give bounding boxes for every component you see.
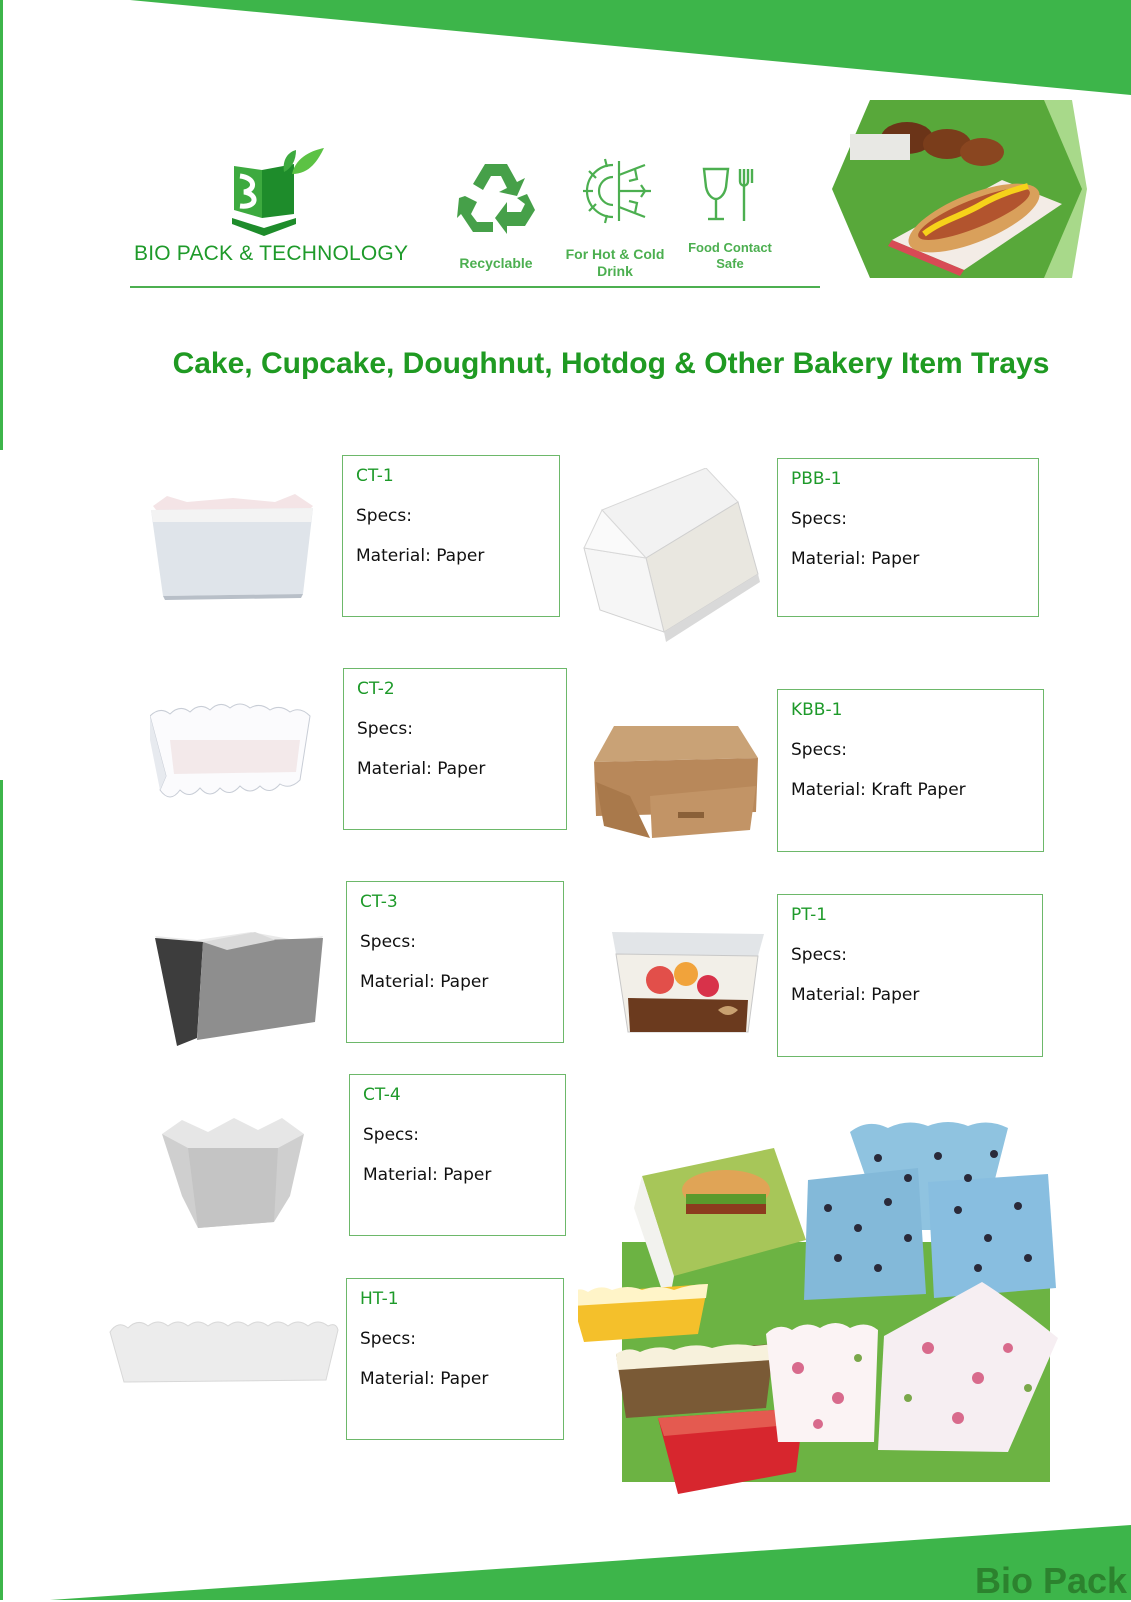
kbb-1-box-image xyxy=(590,726,760,838)
product-card-kbb-1 xyxy=(777,689,1044,852)
product-specs: Specs: xyxy=(356,506,412,526)
product-specs: Specs: xyxy=(360,932,416,952)
product-code: PBB-1 xyxy=(791,469,842,489)
ht-1-tray-image xyxy=(108,1318,340,1384)
page-title: Cake, Cupcake, Doughnut, Hotdog & Other Bakery Item Trays xyxy=(172,347,1050,380)
sun-snowflake-icon xyxy=(575,155,655,227)
left-edge-rule xyxy=(0,780,3,1600)
product-card-pbb-1 xyxy=(777,458,1039,617)
product-specs: Specs: xyxy=(363,1125,419,1145)
pt-1-container-image xyxy=(608,928,768,1040)
bakery-trays-collage-photo xyxy=(578,1118,1083,1528)
product-code: PT-1 xyxy=(791,905,828,925)
bottom-green-banner xyxy=(0,1525,1131,1600)
product-material: Material: Paper xyxy=(791,985,920,1005)
glass-fork-icon xyxy=(700,165,760,225)
product-card-ct-4 xyxy=(349,1074,566,1236)
product-material: Material: Paper xyxy=(363,1165,492,1185)
product-specs: Specs: xyxy=(791,509,847,529)
badge-food-safe-line2: Safe xyxy=(716,256,744,271)
badge-hot-cold-line1: For Hot & Cold xyxy=(565,246,665,262)
product-card-pt-1 xyxy=(777,894,1043,1057)
header-divider xyxy=(130,286,820,288)
badge-hot-cold-label xyxy=(555,246,675,280)
product-specs: Specs: xyxy=(360,1329,416,1349)
product-code: HT-1 xyxy=(360,1289,399,1309)
pbb-1-box-image xyxy=(582,468,764,644)
badge-hot-cold-line2: Drink xyxy=(597,263,633,279)
recycle-icon xyxy=(455,160,537,235)
bio-pack-logo-icon xyxy=(226,148,326,236)
hotdog-tray-photo xyxy=(832,100,1087,278)
product-code: KBB-1 xyxy=(791,700,843,720)
badge-food-safe-line1: Food Contact xyxy=(688,240,772,255)
footer-brand: Bio Pack xyxy=(975,1560,1128,1601)
product-card-ct-2 xyxy=(343,668,567,830)
product-specs: Specs: xyxy=(791,740,847,760)
product-code: CT-4 xyxy=(363,1085,401,1105)
top-green-banner xyxy=(0,0,1131,100)
product-code: CT-1 xyxy=(356,466,394,486)
product-material: Material: Paper xyxy=(360,1369,489,1389)
product-code: CT-3 xyxy=(360,892,398,912)
product-card-ct-3 xyxy=(346,881,564,1043)
ct-3-tray-image xyxy=(155,928,325,1048)
product-card-ct-1 xyxy=(342,455,560,617)
product-material: Material: Paper xyxy=(360,972,489,992)
ct-4-tray-image xyxy=(158,1118,308,1230)
badge-recyclable-label: Recyclable xyxy=(459,255,533,271)
badge-food-safe-label xyxy=(670,240,790,272)
product-code: CT-2 xyxy=(357,679,395,699)
brand-name: BIO PACK & TECHNOLOGY xyxy=(134,242,409,265)
left-edge-rule xyxy=(0,0,3,450)
product-specs: Specs: xyxy=(791,945,847,965)
product-material: Material: Paper xyxy=(357,759,486,779)
ct-1-tray-image xyxy=(145,492,320,610)
product-material: Material: Paper xyxy=(356,546,485,566)
product-material: Material: Paper xyxy=(791,549,920,569)
product-specs: Specs: xyxy=(357,719,413,739)
product-card-ht-1 xyxy=(346,1278,564,1440)
ct-2-tray-image xyxy=(150,700,315,806)
product-material: Material: Kraft Paper xyxy=(791,780,966,800)
